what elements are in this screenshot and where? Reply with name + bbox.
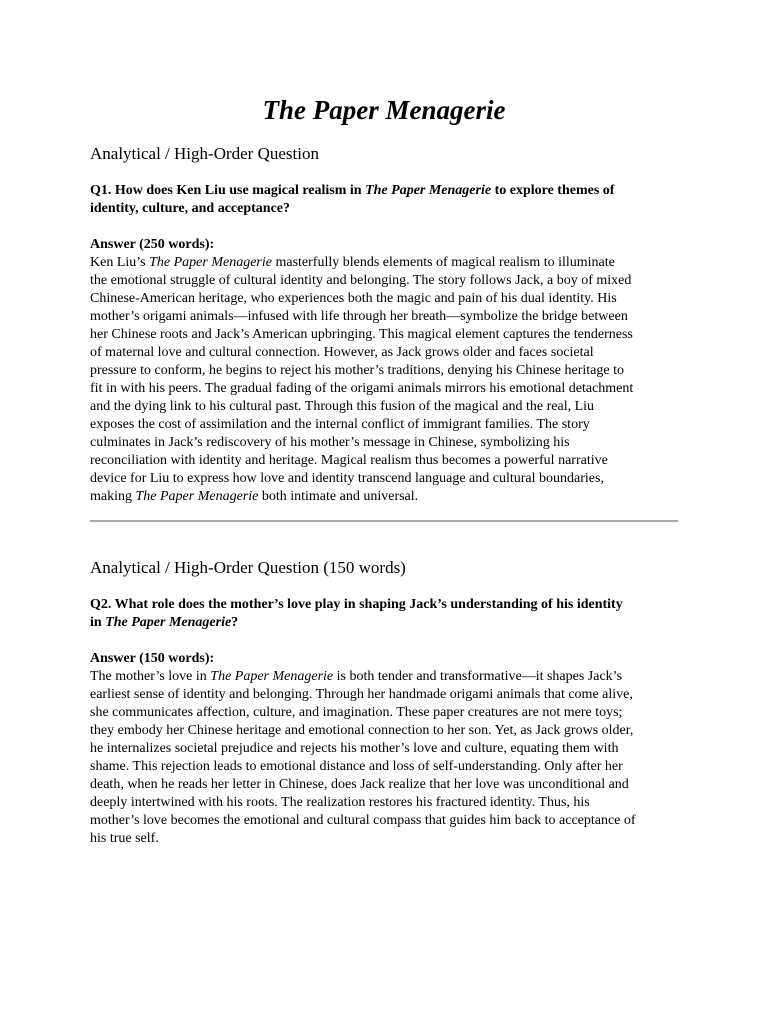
answer-1-line: and the dying link to his cultural past. Through this fusion of the magical and the real, Liu	[90, 399, 595, 414]
answer-2-line: mother’s love becomes the emotional and cultural compass that guides him back to acceptance of	[90, 813, 636, 828]
answer-2-line: earliest sense of identity and belonging. Through her handmade origami animals that come alive,	[90, 687, 633, 702]
answer-2-line: they embody her Chinese heritage and emotional connection to her son. Yet, as Jack grows older,	[90, 723, 634, 738]
answer-1-line: reconciliation with identity and heritage. Magical realism thus becomes a powerful narrative	[90, 453, 608, 468]
question-2-line-2: in The Paper Menagerie?	[90, 615, 239, 630]
answer-1-line: device for Liu to express how love and identity transcend language and cultural boundaries,	[90, 471, 604, 486]
answer-2-line: death, when he reads her letter in Chinese, does Jack realize that her love was unconditional and	[90, 777, 629, 792]
question-1-line-1: Q1. How does Ken Liu use magical realism in The Paper Menagerie to explore themes of	[90, 183, 615, 198]
answer-1-line: her Chinese roots and Jack’s American upbringing. This magical element captures the tenderness	[90, 327, 633, 342]
answer-2-line: his true self.	[90, 831, 159, 846]
answer-1-line: making The Paper Menagerie both intimate and universal.	[90, 489, 419, 504]
answer-1-line: exposes the cost of assimilation and the internal conflict of immigrant families. The story	[90, 417, 590, 432]
answer-1	[90, 236, 678, 506]
answer-1-line: the emotional struggle of cultural identity and belonging. The story follows Jack, a boy of mixed	[90, 273, 632, 288]
answer-2-label: Answer (150 words):	[90, 651, 215, 666]
answer-1-line: pressure to conform, he begins to reject his mother’s traditions, denying his Chinese heritage to	[90, 363, 624, 378]
question-2	[90, 596, 678, 632]
answer-1-line: mother’s origami animals—infused with life through her breath—symbolize the bridge between	[90, 309, 628, 324]
answer-2-line: The mother’s love in The Paper Menagerie is both tender and transformative—it shapes Jack’s	[90, 669, 623, 684]
answer-2-line: shame. This rejection leads to emotional distance and loss of self-understanding. Only after her	[90, 759, 623, 774]
answer-2-line: he internalizes societal prejudice and rejects his mother’s love and culture, equating them with	[90, 741, 619, 756]
answer-1-line: culminates in Jack’s rediscovery of his mother’s message in Chinese, symbolizing his	[90, 435, 570, 450]
answer-1-line: Chinese-American heritage, who experiences both the magic and pain of his dual identity. His	[90, 291, 617, 306]
answer-1-label: Answer (250 words):	[90, 237, 215, 252]
question-2-line-1: Q2. What role does the mother’s love play in shaping Jack’s understanding of his identity	[90, 597, 623, 612]
answer-1-line: fit in with his peers. The gradual fading of the origami animals mirrors his emotional detachment	[90, 381, 634, 396]
answer-1-line: Ken Liu’s The Paper Menagerie masterfully blends elements of magical realism to illuminate	[90, 255, 615, 270]
answer-1-line: of maternal love and cultural connection. However, as Jack grows older and faces societal	[90, 345, 594, 360]
section2-heading: Analytical / High-Order Question (150 words)	[90, 558, 406, 577]
question-1	[90, 182, 678, 218]
section1-heading: Analytical / High-Order Question	[90, 144, 319, 163]
answer-2-line: she communicates affection, culture, and imagination. These paper creatures are not mere toys;	[90, 705, 623, 720]
document-title: The Paper Menagerie	[262, 95, 506, 125]
answer-2	[90, 650, 678, 848]
section-divider	[90, 520, 678, 522]
question-1-line-2: identity, culture, and acceptance?	[90, 201, 291, 216]
answer-2-line: deeply intertwined with his roots. The realization restores his fractured identity. Thus, his	[90, 795, 590, 810]
